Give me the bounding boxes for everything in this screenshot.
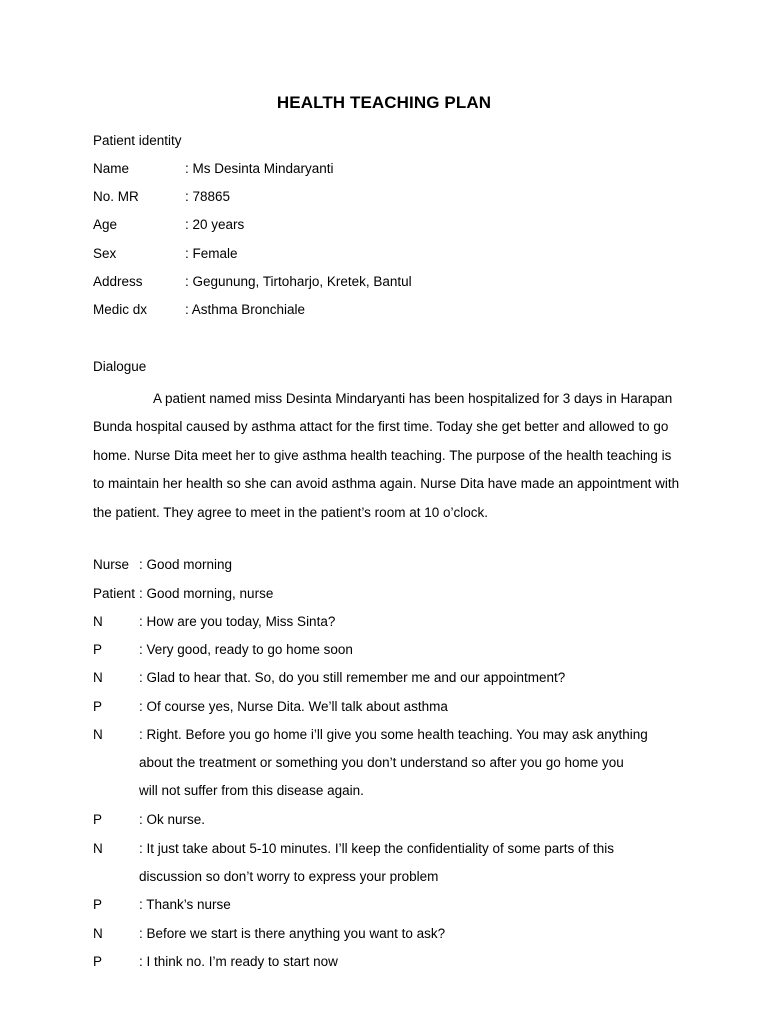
identity-value: : 20 years <box>185 217 245 232</box>
dialogue-text: : I think no. I’m ready to start now <box>139 954 338 969</box>
dialogue-heading: Dialogue <box>93 359 147 374</box>
speaker-label: Nurse <box>93 557 130 572</box>
dialogue-text: : Ok nurse. <box>139 812 206 827</box>
dialogue-continuation: will not suffer from this disease again. <box>139 783 364 798</box>
dialogue-text: : Glad to hear that. So, do you still remember me and our appointment? <box>139 670 566 685</box>
identity-value: : Gegunung, Tirtoharjo, Kretek, Bantul <box>185 274 412 289</box>
dialogue-text: : It just take about 5-10 minutes. I’ll keep the confidentiality of some parts of this <box>139 841 614 856</box>
intro-paragraph-text: A patient named miss Desinta Mindaryanti has been hospitalized for 3 days in Harapan Bunda hospital caused by asthma attact for the first time. Today she get better and allowed to go home. Nurse Dita meet her to give asthma health teaching. The purpose of the health teaching is to maintain her health so she can avoid asthma again. Nurse Dita have made an appointment with the patient. They agree to meet in the patient’s room at 10 o’clock. <box>93 391 680 520</box>
identity-value: : Asthma Bronchiale <box>185 302 306 317</box>
dialogue-continuation: discussion so don’t worry to express your problem <box>139 869 439 884</box>
identity-value: : Female <box>185 246 238 261</box>
identity-label: Medic dx <box>93 302 148 317</box>
speaker-label: P <box>93 897 103 912</box>
speaker-label: P <box>93 699 103 714</box>
identity-label: Address <box>93 274 143 289</box>
dialogue-text: : Of course yes, Nurse Dita. We’ll talk about asthma <box>139 699 448 714</box>
dialogue-continuation: about the treatment or something you don’t understand so after you go home you <box>139 755 624 770</box>
identity-label: No. MR <box>93 189 139 204</box>
identity-label: Name <box>93 161 130 176</box>
dialogue-text: : Thank’s nurse <box>139 897 231 912</box>
speaker-label: P <box>93 642 103 657</box>
speaker-label: N <box>93 670 103 685</box>
identity-value: : Ms Desinta Mindaryanti <box>185 161 334 176</box>
speaker-label: P <box>93 954 103 969</box>
speaker-label: N <box>93 926 103 941</box>
speaker-label: Patient <box>93 586 136 601</box>
identity-value: : 78865 <box>185 189 231 204</box>
document-title: HEALTH TEACHING PLAN <box>276 93 492 112</box>
identity-label: Age <box>93 217 118 232</box>
speaker-label: N <box>93 841 103 856</box>
dialogue-text: : How are you today, Miss Sinta? <box>139 614 336 629</box>
speaker-label: P <box>93 812 103 827</box>
dialogue-text: : Very good, ready to go home soon <box>139 642 353 657</box>
dialogue-text: : Right. Before you go home i’ll give you some health teaching. You may ask anything <box>139 727 648 742</box>
speaker-label: N <box>93 614 103 629</box>
dialogue-text: : Before we start is there anything you want to ask? <box>139 926 446 941</box>
dialogue-text: : Good morning, nurse <box>139 586 274 601</box>
identity-label: Sex <box>93 246 117 261</box>
speaker-label: N <box>93 727 103 742</box>
identity-heading: Patient identity <box>93 133 182 148</box>
dialogue-text: : Good morning <box>139 557 233 572</box>
intro-paragraph <box>93 385 683 527</box>
